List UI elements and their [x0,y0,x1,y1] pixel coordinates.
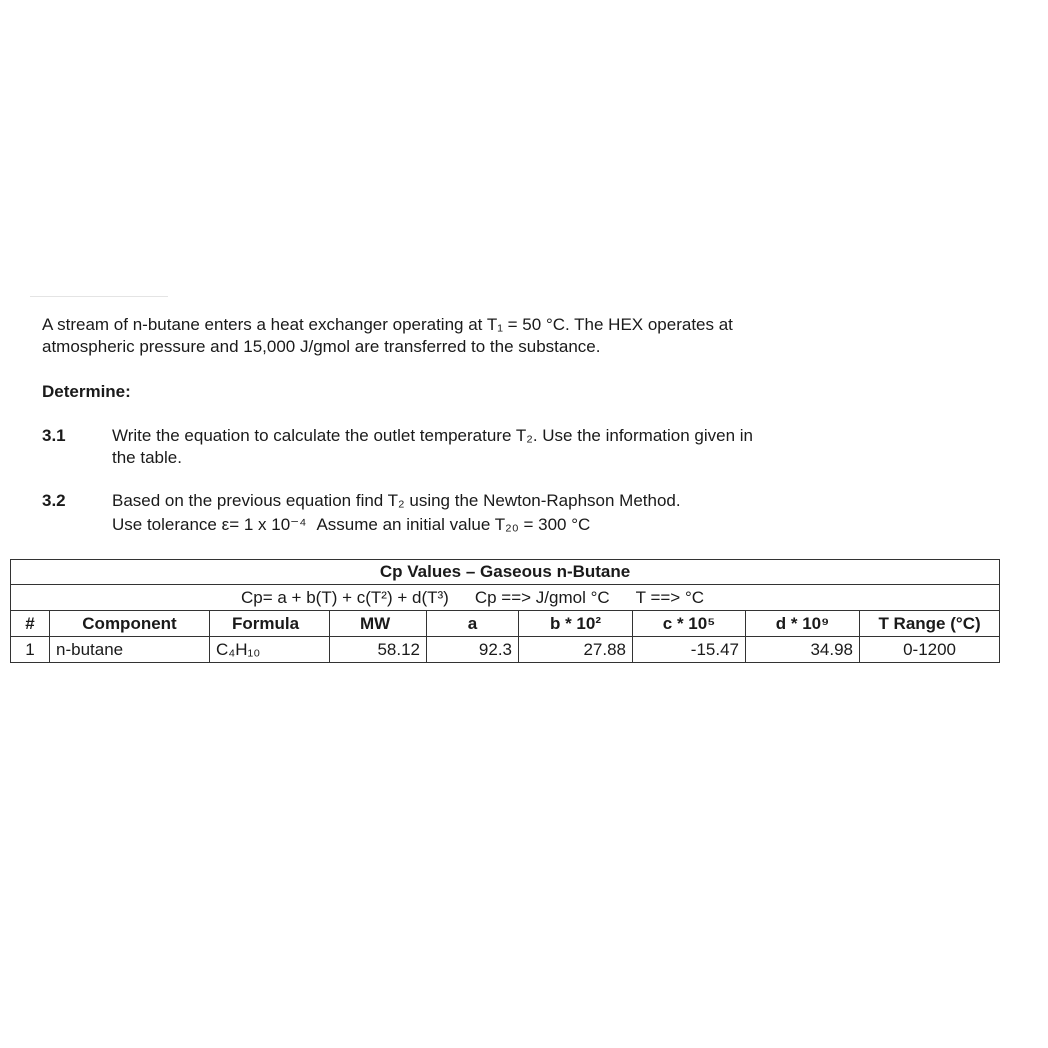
header-b: b * 10² [519,611,633,637]
cp-units: Cp ==> J/gmol °C [474,587,610,607]
cell-t-range: 0-1200 [860,637,1000,663]
problem-statement [42,314,902,358]
question-3-1-line-2: the table. [112,448,182,467]
cell-component: n-butane [50,637,210,663]
initial-value-text: Assume an initial value T₂₀ = 300 °C [316,515,591,534]
tolerance-text: Use tolerance ε= 1 x 10⁻⁴ [112,515,307,534]
header-formula: Formula [210,611,330,637]
problem-statement-line-2: atmospheric pressure and 15,000 J/gmol are transferred to the substance. [42,337,601,356]
cell-d: 34.98 [746,637,860,663]
cp-values-table [10,559,1000,663]
header-component: Component [50,611,210,637]
determine-heading: Determine: [42,382,131,401]
header-a: a [427,611,519,637]
cell-c: -15.47 [633,637,746,663]
problem-statement-line-1: A stream of n-butane enters a heat exchanger operating at T₁ = 50 °C. The HEX operates at [42,315,733,334]
header-rule [30,296,168,297]
question-number-3-1: 3.1 [42,426,66,445]
table-row [11,637,1000,663]
question-3-1-text [112,425,872,469]
cell-b: 27.88 [519,637,633,663]
header-d: d * 10⁹ [746,611,860,637]
question-3-2-line-2 [112,514,872,536]
question-3-2-line-1: Based on the previous equation find T₂ using the Newton-Raphson Method. [112,491,681,510]
table-title: Cp Values – Gaseous n-Butane [11,560,1000,585]
cell-mw: 58.12 [330,637,427,663]
table-equation-row [11,585,1000,611]
cell-formula: C₄H₁₀ [210,637,330,663]
header-number: # [11,611,50,637]
question-3-1-line-1: Write the equation to calculate the outlet temperature T₂. Use the information given in [112,426,753,445]
cell-number: 1 [11,637,50,663]
header-mw: MW [330,611,427,637]
header-t-range: T Range (°C) [860,611,1000,637]
t-units: T ==> °C [635,587,705,607]
cell-a: 92.3 [427,637,519,663]
question-3-2-text [112,490,872,536]
table-header-row [11,611,1000,637]
cp-equation: Cp= a + b(T) + c(T²) + d(T³) [241,587,449,607]
question-number-3-2: 3.2 [42,491,66,510]
header-c: c * 10⁵ [633,611,746,637]
